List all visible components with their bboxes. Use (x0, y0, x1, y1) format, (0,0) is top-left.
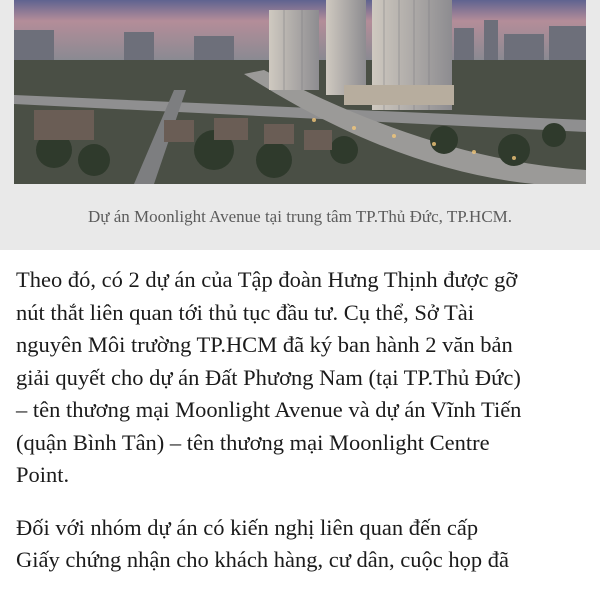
text-line: nút thắt liên quan tới thủ tục đầu tư. Cụ thể, Sở Tài (16, 299, 475, 325)
text-line: (quận Bình Tân) – tên thương mại Moonlight Centre (16, 429, 490, 455)
text-line: nguyên Môi trường TP.HCM đã ký ban hành 2 văn bản (16, 332, 513, 357)
text-line: Đối với nhóm dự án có kiến nghị liên quan đến cấp (16, 514, 479, 540)
article-paragraph-2 (16, 512, 586, 577)
article-figure (0, 0, 600, 250)
city-render-image (14, 0, 586, 184)
text-line: giải quyết cho dự án Đất Phương Nam (tại TP.Thủ Đức) (16, 364, 521, 390)
text-line: Theo đó, có 2 dự án của Tập đoàn Hưng Thịnh được gỡ (16, 267, 518, 292)
text-line: Giấy chứng nhận cho khách hàng, cư dân, cuộc họp đã (16, 547, 509, 572)
text-line: – tên thương mại Moonlight Avenue và dự án Vĩnh Tiến (16, 397, 522, 422)
article-paragraph-1 (16, 264, 586, 492)
project-photo (14, 0, 586, 184)
article-body (16, 264, 586, 597)
photo-caption: Dự án Moonlight Avenue tại trung tâm TP.Thủ Đức, TP.HCM. (87, 207, 513, 226)
text-line: Point. (16, 462, 70, 487)
